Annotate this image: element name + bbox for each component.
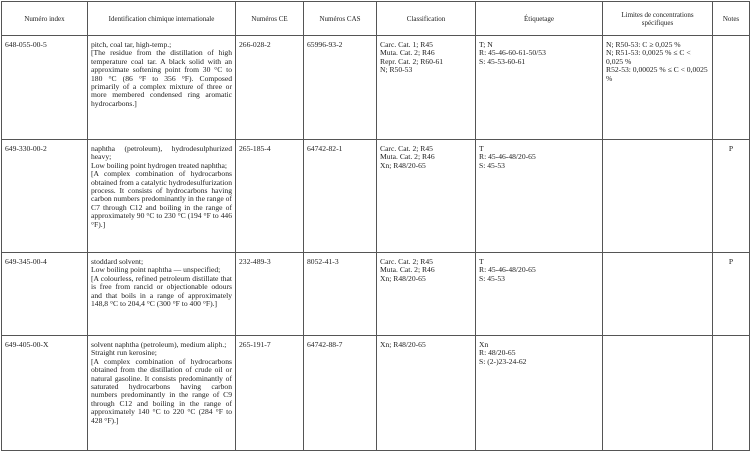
- classification-line: Xn; R48/20-65: [380, 160, 426, 170]
- labelling-line: T: [479, 144, 484, 153]
- ident-description: [A complex combination of hydrocarbons obtained from the distillation of crude oil or natural gasoline. It consists predominantly of saturated hydrocarbons having carbon numbers predominantly in the range of C9 through C12 and boiling in the range of approximately 140 °C to 220 °C (284 °F to 428 °F).]: [91, 356, 232, 425]
- header-identification: Identification chimique internationale: [88, 2, 236, 36]
- cas-number: 65996-93-2: [304, 36, 377, 140]
- notes: [713, 36, 750, 140]
- classification-line: Muta. Cat. 2; R46: [380, 48, 435, 58]
- classification-line: Xn; R48/20-65: [380, 273, 426, 283]
- header-labelling: Étiquetage: [476, 2, 603, 36]
- header-index: Numéro index: [2, 2, 88, 36]
- chemical-identification: [88, 140, 236, 253]
- ce-number: 232-489-3: [236, 253, 304, 336]
- classification-line: Muta. Cat. 2; R46: [380, 265, 435, 275]
- index-number: 649-405-00-X: [2, 336, 88, 451]
- substance-table: [1, 1, 750, 451]
- classification: [377, 36, 476, 140]
- labelling-line: R: 48/20-65: [479, 348, 516, 358]
- labelling-line: Xn: [479, 340, 489, 349]
- notes: P: [713, 140, 750, 253]
- header-ce-number: Numéros CE: [236, 2, 304, 36]
- chemical-identification: [88, 36, 236, 140]
- header-notes: Notes: [713, 2, 750, 36]
- table-row: [2, 336, 750, 451]
- cas-number: 64742-82-1: [304, 140, 377, 253]
- ident-name-line: solvent naphtha (petroleum), medium aliph.;: [91, 340, 227, 349]
- ident-name-line: pitch, coal tar, high-temp.;: [91, 40, 172, 49]
- classification-line: Xn; R48/20-65: [380, 340, 426, 349]
- labelling-line: S: (2-)23-24-62: [479, 356, 527, 366]
- labelling: [476, 253, 603, 336]
- table-row: [2, 253, 750, 336]
- index-number: 648-055-00-5: [2, 36, 88, 140]
- ce-number: 265-185-4: [236, 140, 304, 253]
- concentration-limits: [603, 140, 713, 253]
- classification-line: Carc. Cat. 1; R45: [380, 40, 433, 49]
- index-number: 649-330-00-2: [2, 140, 88, 253]
- limit-line: R52-53: 0,00025 % ≤ C < 0,0025 %: [606, 65, 708, 83]
- labelling-line: T; N: [479, 40, 493, 49]
- labelling-line: S: 45-53: [479, 160, 505, 170]
- notes: [713, 336, 750, 451]
- index-number: 649-345-00-4: [2, 253, 88, 336]
- ident-name-line: Low boiling point naphtha — unspecified;: [91, 265, 221, 275]
- ident-description: [The residue from the distillation of high temperature coal tar. A black solid with an approximate softening point from 30 °C to 180 °C (86 °F to 356 °F). Composed primarily of a complex mixture of three or more membered condensed ring aromatic hydrocarbons.]: [91, 48, 232, 108]
- ce-number: 266-028-2: [236, 36, 304, 140]
- chemical-identification: [88, 253, 236, 336]
- labelling-line: R: 45-46-60-61-50/53: [479, 48, 546, 58]
- table-row: [2, 140, 750, 253]
- ident-name-line: Straight run kerosine;: [91, 348, 157, 358]
- labelling-line: T: [479, 257, 484, 266]
- classification-line: N; R50-53: [380, 65, 413, 75]
- classification: [377, 253, 476, 336]
- classification-line: Repr. Cat. 2; R60-61: [380, 56, 444, 66]
- ce-number: 265-191-7: [236, 336, 304, 451]
- labelling: [476, 140, 603, 253]
- cas-number: 64742-88-7: [304, 336, 377, 451]
- labelling-line: S: 45-53: [479, 273, 505, 283]
- limit-line: N; R50-53: C ≥ 0,025 %: [606, 40, 681, 49]
- notes: P: [713, 253, 750, 336]
- concentration-limits: [603, 253, 713, 336]
- header-row: [2, 2, 750, 36]
- classification-line: Carc. Cat. 2; R45: [380, 257, 433, 266]
- ident-name-line: Low boiling point hydrogen treated naphtha;: [91, 160, 228, 170]
- classification-line: Muta. Cat. 2; R46: [380, 152, 435, 162]
- concentration-limits: [603, 36, 713, 140]
- ident-description: [A complex combination of hydrocarbons obtained from a catalytic hydrodesulfurization process. It consists of hydrocarbons having carbon numbers predominantly in the range of C7 through C12 and boiling in the range of approximately 90 °C to 230 °C (194 °F to 446 °F).]: [91, 169, 232, 229]
- labelling-line: R: 45-46-48/20-65: [479, 152, 536, 162]
- concentration-limits: [603, 336, 713, 451]
- header-cas-number: Numéros CAS: [304, 2, 377, 36]
- chemical-identification: [88, 336, 236, 451]
- ident-description: [A colourless, refined petroleum distillate that is free from rancid or objectionable odours and that boils in a range of approximately 148,8 °C to 204,4 °C (300 °F to 400 °F).]: [91, 273, 232, 309]
- cas-number: 8052-41-3: [304, 253, 377, 336]
- header-classification: Classification: [377, 2, 476, 36]
- ident-name-line: stoddard solvent;: [91, 257, 144, 266]
- labelling-line: S: 45-53-60-61: [479, 56, 526, 66]
- classification: [377, 140, 476, 253]
- labelling: [476, 36, 603, 140]
- ident-name-line: naphtha (petroleum), hydrodesulphurized heavy;: [91, 144, 232, 162]
- labelling-line: R: 45-46-48/20-65: [479, 265, 536, 275]
- limit-line: N; R51-53: 0,0025 % ≤ C < 0,025 %: [606, 48, 691, 66]
- classification: [377, 336, 476, 451]
- labelling: [476, 336, 603, 451]
- classification-line: Carc. Cat. 2; R45: [380, 144, 433, 153]
- header-concentration-limits: Limites de concentrations spécifiques: [603, 2, 713, 36]
- table-row: [2, 36, 750, 140]
